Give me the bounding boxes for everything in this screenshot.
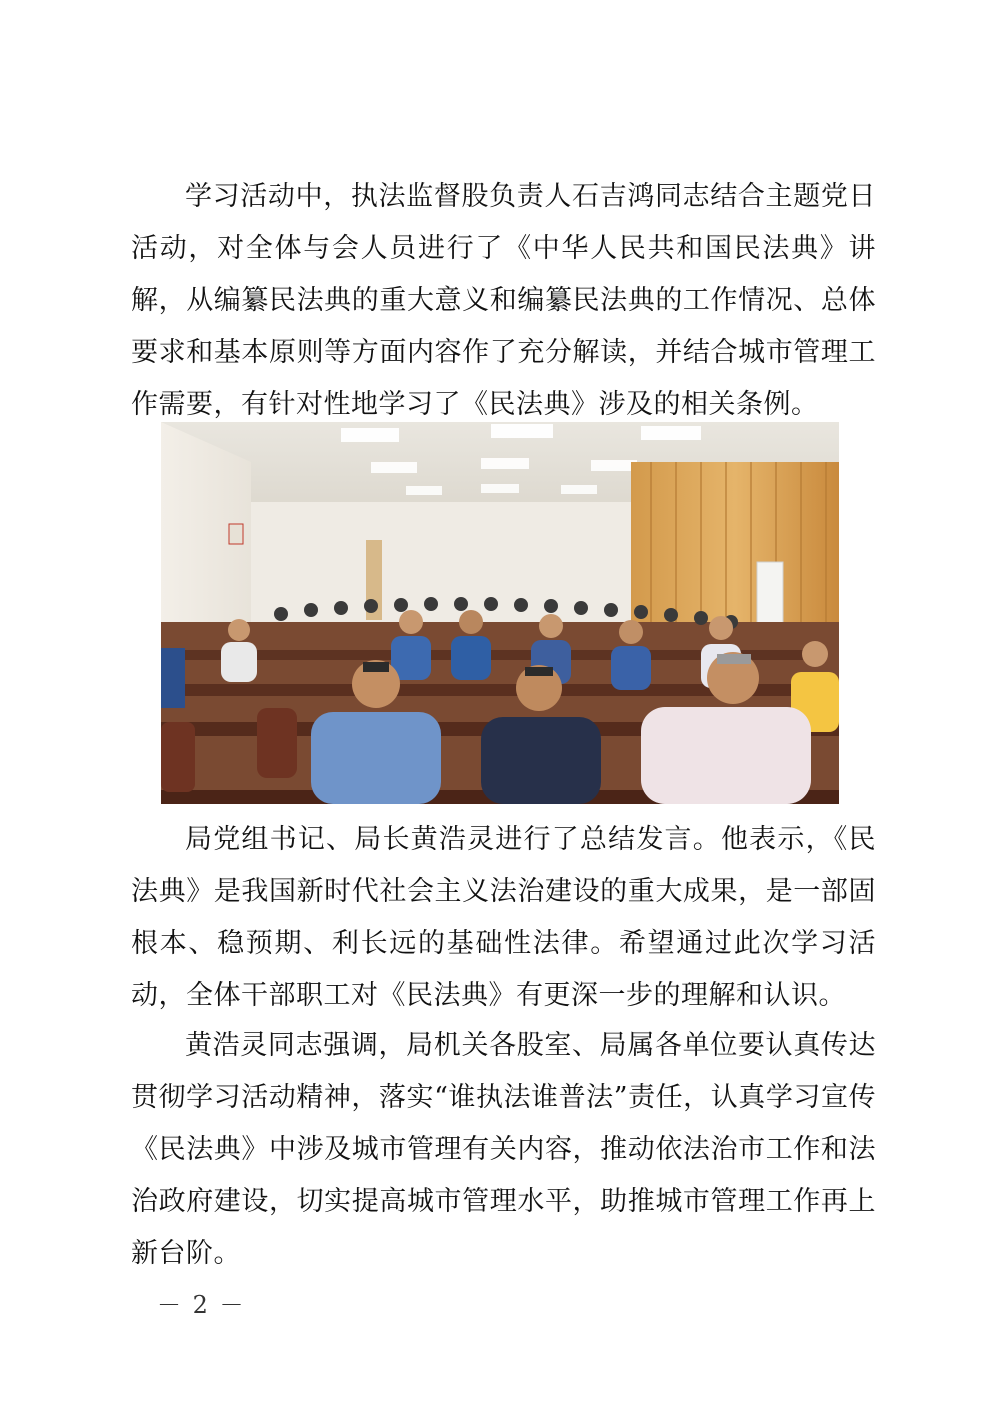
paragraph-emphasis: 黄浩灵同志强调，局机关各股室、局属各单位要认真传达贯彻学习活动精神，落实“谁执法谁普法”责任，认真学习宣传《民法典》中涉及城市管理有关内容，推动依法治市工作和法治政府建设，切实提高城市管理水平，助推城市管理工作再上新台阶。 — [131, 1030, 876, 1269]
page-number: － 2 － — [157, 1291, 246, 1319]
meeting-photo — [161, 422, 839, 804]
paragraph-study-activity: 学习活动中，执法监督股负责人石吉鸿同志结合主题党日活动，对全体与会人员进行了《中华人民共和国民法典》讲解，从编纂民法典的重大意义和编纂民法典的工作情况、总体要求和基本原则等方面内容作了充分解读，并结合城市管理工作需要，有针对性地学习了《民法典》涉及的相关条例。 — [131, 181, 876, 420]
meeting-room-photo-icon — [161, 422, 839, 804]
paragraph-summary-speech: 局党组书记、局长黄浩灵进行了总结发言。他表示，《民法典》是我国新时代社会主义法治建设的重大成果，是一部固根本、稳预期、利长远的基础性法律。希望通过此次学习活动，全体干部职工对《民法典》有更深一步的理解和认识。 — [131, 824, 876, 1011]
